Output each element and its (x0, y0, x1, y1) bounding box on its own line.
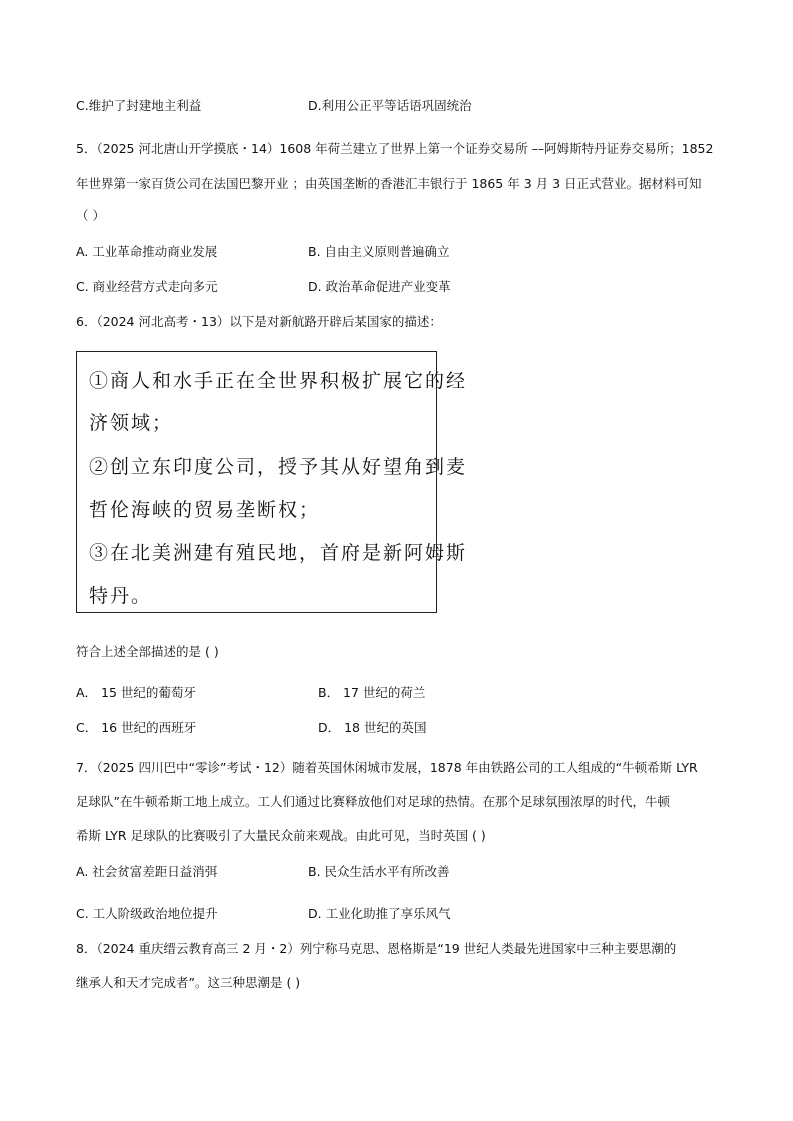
q6-option-c: C． 16 世纪的西班牙 (76, 720, 197, 735)
q8-stem-line-1: 8．（2024 重庆缙云教育高三 2 月・2）列宁称马克思、恩格斯是“19 世纪人类最先进国家中三种主要思潮的 (76, 941, 677, 956)
q7-option-a: A. 社会贫富差距日益消弭 (76, 864, 218, 879)
q5-option-d: D. 政治革命促进产业变革 (308, 279, 451, 294)
q4-option-c: C.维护了封建地主利益 (76, 98, 202, 113)
q6-question: 符合上述全部描述的是 ( ) (76, 644, 219, 659)
q6-box-line-2: 济领域； (89, 412, 174, 434)
q6-box-line-6: 特丹。 (89, 585, 153, 607)
q5-option-a: A. 工业革命推动商业发展 (76, 244, 218, 259)
q6-stem: 6．（2024 河北高考・13）以下是对新航路开辟后某国家的描述： (76, 314, 442, 329)
q4-option-d: D.利用公正平等话语巩固统治 (308, 98, 472, 113)
q6-option-b: B． 17 世纪的荷兰 (318, 685, 426, 700)
q6-option-d: D． 18 世纪的英国 (318, 720, 427, 735)
q6-box-line-5: ③在北美洲建有殖民地，首府是新阿姆斯 (89, 542, 468, 564)
q7-option-c: C. 工人阶级政治地位提升 (76, 906, 218, 921)
q5-stem-line-3: （ ） (76, 208, 105, 223)
q6-box-line-1: ①商人和水手正在全世界积极扩展它的经 (89, 370, 468, 392)
q6-box-line-4: 哲伦海峡的贸易垄断权； (89, 499, 321, 521)
q5-option-b: B. 自由主义原则普遍确立 (308, 244, 450, 259)
q5-option-c: C. 商业经营方式走向多元 (76, 279, 218, 294)
q7-stem-line-3: 希斯 LYR 足球队的比赛吸引了大量民众前来观战。由此可见，当时英国 ( ) (76, 828, 486, 843)
q6-box-line-3: ②创立东印度公司，授予其从好望角到麦 (89, 456, 468, 478)
q5-stem-line-2: 年世界第一家百货公司在法国巴黎开业 ；由英国垄断的香港汇丰银行于 1865 年 3 月 3 日正式营业。据材料可知 (76, 176, 702, 191)
q6-material-box (76, 351, 468, 613)
q8-stem-line-2: 继承人和天才完成者”。这三种思潮是 ( ) (76, 975, 301, 990)
q5-stem-line-1: 5．（2025 河北唐山开学摸底・14）1608 年荷兰建立了世界上第一个证券交易所 ––阿姆斯特丹证券交易所；1852 (76, 141, 714, 156)
q7-option-b: B. 民众生活水平有所改善 (308, 864, 450, 879)
q7-stem-line-2: 足球队”在牛顿希斯工地上成立。工人们通过比赛释放他们对足球的热情。在那个足球氛围浓厚的时代，牛顿 (76, 794, 670, 809)
q7-stem-line-1: 7．（2025 四川巴中“零诊”考试・12）随着英国休闲城市发展，1878 年由铁路公司的工人组成的“牛顿希斯 LYR (76, 760, 698, 775)
q6-option-a: A． 15 世纪的葡萄牙 (76, 685, 196, 700)
q7-option-d: D. 工业化助推了享乐风气 (308, 906, 451, 921)
